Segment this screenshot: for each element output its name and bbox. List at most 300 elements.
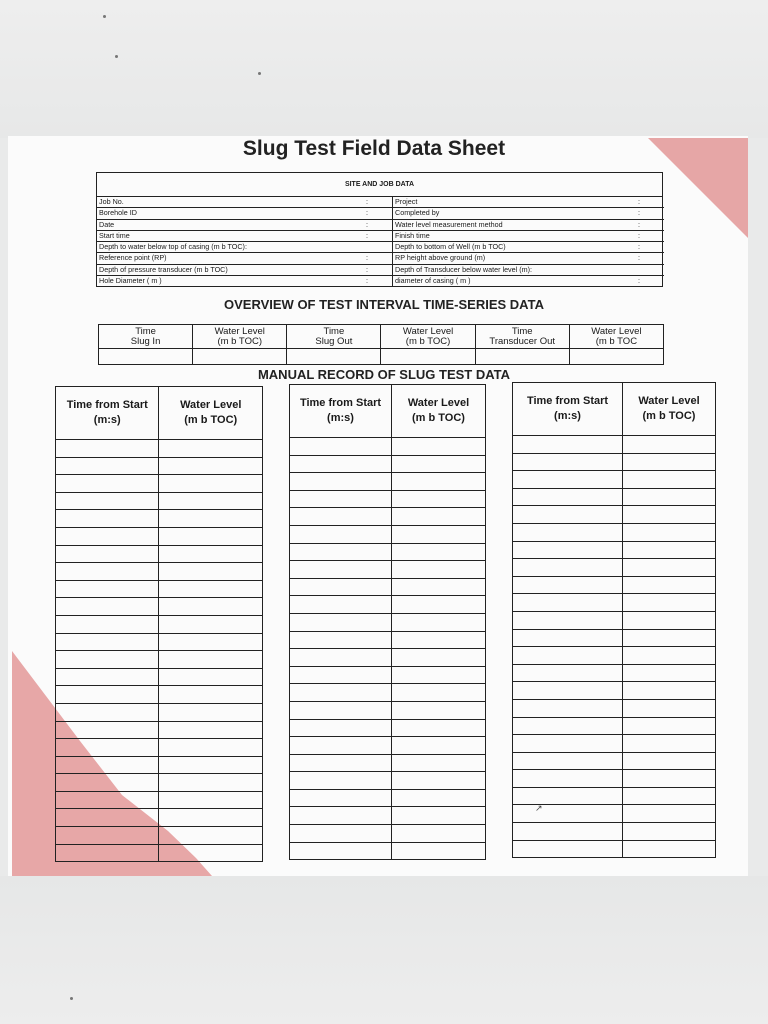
time-entry-cell[interactable] — [56, 703, 159, 721]
site-field-row — [393, 265, 664, 276]
table-row — [56, 739, 263, 757]
water-level-entry-cell[interactable] — [159, 651, 263, 669]
table-row — [513, 805, 716, 823]
table-row — [56, 721, 263, 739]
time-entry-cell[interactable] — [290, 596, 392, 614]
table-row — [513, 787, 716, 805]
sheet-title: Slug Test Field Data Sheet — [242, 137, 506, 160]
overview-entry-cell[interactable] — [569, 349, 663, 365]
table-row — [290, 473, 486, 491]
time-entry-cell[interactable] — [290, 825, 392, 843]
water-level-entry-cell[interactable] — [623, 805, 716, 823]
water-level-entry-cell[interactable] — [159, 703, 263, 721]
water-level-entry-cell[interactable] — [623, 735, 716, 753]
time-entry-cell[interactable] — [290, 525, 392, 543]
site-field-label: Reference point (RP) — [99, 253, 167, 263]
overview-entry-cell[interactable] — [287, 349, 381, 365]
table-row — [513, 664, 716, 682]
table-row — [56, 598, 263, 616]
time-entry-cell[interactable] — [56, 492, 159, 510]
site-field-row — [97, 265, 392, 276]
water-level-entry-cell[interactable] — [392, 596, 486, 614]
overview-column-header — [287, 325, 381, 349]
table-row — [513, 488, 716, 506]
site-field-colon: : — [638, 230, 640, 240]
water-level-entry-cell[interactable] — [392, 772, 486, 790]
time-entry-cell[interactable] — [56, 440, 159, 458]
scan-background-top — [0, 0, 768, 138]
time-entry-cell[interactable] — [513, 629, 623, 647]
time-entry-cell[interactable] — [290, 613, 392, 631]
table-row — [513, 770, 716, 788]
table-row — [290, 613, 486, 631]
time-entry-cell[interactable] — [513, 664, 623, 682]
overview-header-line: Time — [135, 325, 156, 337]
site-field-colon: : — [638, 219, 640, 229]
water-level-entry-cell[interactable] — [623, 682, 716, 700]
water-level-entry-cell[interactable] — [159, 756, 263, 774]
site-field-label: Completed by — [395, 208, 440, 218]
water-level-column-header — [159, 387, 263, 440]
time-entry-cell[interactable] — [290, 789, 392, 807]
time-entry-cell[interactable] — [290, 754, 392, 772]
water-level-entry-cell[interactable] — [623, 770, 716, 788]
table-row — [513, 453, 716, 471]
site-field-colon: : — [638, 197, 640, 206]
overview-entry-cell[interactable] — [99, 349, 193, 365]
table-row — [56, 633, 263, 651]
table-row — [513, 647, 716, 665]
table-row — [290, 596, 486, 614]
time-entry-cell[interactable] — [513, 488, 623, 506]
table-row — [513, 506, 716, 524]
time-entry-cell[interactable] — [513, 611, 623, 629]
table-row — [513, 471, 716, 489]
table-row — [290, 455, 486, 473]
time-entry-cell[interactable] — [513, 647, 623, 665]
table-row — [56, 545, 263, 563]
water-level-entry-cell[interactable] — [623, 594, 716, 612]
time-entry-cell[interactable] — [56, 563, 159, 581]
water-level-entry-cell[interactable] — [159, 633, 263, 651]
time-column-header — [290, 385, 392, 438]
water-level-entry-cell[interactable] — [392, 631, 486, 649]
time-entry-cell[interactable] — [290, 455, 392, 473]
water-level-entry-cell[interactable] — [159, 510, 263, 528]
table-row — [513, 629, 716, 647]
time-entry-cell[interactable] — [290, 807, 392, 825]
manual-record-table — [55, 386, 263, 862]
time-entry-cell[interactable] — [56, 791, 159, 809]
water-level-entry-cell[interactable] — [623, 840, 716, 858]
water-level-entry-cell[interactable] — [623, 576, 716, 594]
water-level-entry-cell[interactable] — [159, 492, 263, 510]
table-row — [513, 541, 716, 559]
table-row — [290, 561, 486, 579]
time-entry-cell[interactable] — [56, 580, 159, 598]
column-header-line: Water Level — [407, 397, 470, 409]
time-entry-cell[interactable] — [290, 508, 392, 526]
time-entry-cell[interactable] — [290, 684, 392, 702]
table-row — [56, 440, 263, 458]
site-field-label: Finish time — [395, 230, 430, 240]
water-level-entry-cell[interactable] — [623, 611, 716, 629]
time-entry-cell[interactable] — [290, 438, 392, 456]
site-field-colon: : — [366, 230, 368, 240]
time-entry-cell[interactable] — [56, 545, 159, 563]
water-level-entry-cell[interactable] — [159, 774, 263, 792]
overview-entry-cell[interactable] — [193, 349, 287, 365]
site-field-colon: : — [366, 219, 368, 229]
water-level-entry-cell[interactable] — [623, 436, 716, 454]
column-header-line: (m:s) — [93, 414, 121, 426]
water-level-entry-cell[interactable] — [392, 684, 486, 702]
time-entry-cell[interactable] — [513, 471, 623, 489]
water-level-entry-cell[interactable] — [392, 649, 486, 667]
table-row — [513, 752, 716, 770]
table-row — [290, 737, 486, 755]
overview-column-header — [569, 325, 663, 349]
site-field-colon: : — [366, 208, 368, 218]
site-job-heading: SITE AND JOB DATA — [96, 172, 663, 196]
table-row — [290, 525, 486, 543]
overview-header-line: (m b TOC — [595, 335, 638, 347]
water-level-entry-cell[interactable] — [159, 563, 263, 581]
water-level-entry-cell[interactable] — [392, 525, 486, 543]
table-row — [513, 436, 716, 454]
water-level-entry-cell[interactable] — [392, 737, 486, 755]
table-row — [56, 492, 263, 510]
time-entry-cell[interactable] — [513, 770, 623, 788]
time-entry-cell[interactable] — [56, 668, 159, 686]
scan-speck — [70, 997, 73, 1000]
site-field-colon: : — [638, 242, 640, 251]
time-entry-cell[interactable] — [513, 576, 623, 594]
water-level-entry-cell[interactable] — [392, 807, 486, 825]
water-level-entry-cell[interactable] — [159, 545, 263, 563]
site-field-label: Depth to water below top of casing (m b TOC): — [99, 242, 247, 251]
time-entry-cell[interactable] — [513, 805, 623, 823]
time-column-header — [56, 387, 159, 440]
time-entry-cell[interactable] — [513, 523, 623, 541]
site-field-colon: : — [638, 275, 640, 285]
water-level-entry-cell[interactable] — [623, 787, 716, 805]
water-level-entry-cell[interactable] — [623, 523, 716, 541]
manual-record-table — [289, 384, 486, 860]
water-level-entry-cell[interactable] — [392, 543, 486, 561]
site-field-label: RP height above ground (m) — [395, 253, 486, 263]
table-row — [56, 756, 263, 774]
site-field-label: Depth of pressure transducer (m b TOC) — [99, 264, 228, 274]
manual-record-title: MANUAL RECORD OF SLUG TEST DATA — [257, 367, 511, 382]
table-row — [290, 719, 486, 737]
time-entry-cell[interactable] — [290, 490, 392, 508]
water-level-column-header — [392, 385, 486, 438]
time-entry-cell[interactable] — [290, 543, 392, 561]
time-entry-cell[interactable] — [290, 649, 392, 667]
scan-speck — [258, 72, 261, 75]
table-row — [56, 580, 263, 598]
table-row — [56, 651, 263, 669]
table-row — [56, 844, 263, 862]
table-row — [290, 438, 486, 456]
time-entry-cell[interactable] — [56, 844, 159, 862]
time-entry-cell[interactable] — [56, 615, 159, 633]
site-field-row — [393, 231, 664, 242]
time-entry-cell[interactable] — [290, 737, 392, 755]
time-entry-cell[interactable] — [513, 436, 623, 454]
overview-header-line: Water Level — [214, 325, 265, 337]
time-entry-cell[interactable] — [56, 475, 159, 493]
site-field-colon: : — [366, 197, 368, 206]
time-entry-cell[interactable] — [290, 666, 392, 684]
time-entry-cell[interactable] — [56, 457, 159, 475]
site-field-row — [393, 276, 664, 286]
water-level-column-header — [623, 383, 716, 436]
time-entry-cell[interactable] — [56, 633, 159, 651]
water-level-entry-cell[interactable] — [623, 752, 716, 770]
table-row — [290, 842, 486, 860]
time-entry-cell[interactable] — [56, 510, 159, 528]
overview-entry-cell[interactable] — [381, 349, 475, 365]
table-row — [513, 717, 716, 735]
table-row — [290, 649, 486, 667]
water-level-entry-cell[interactable] — [392, 719, 486, 737]
time-entry-cell[interactable] — [513, 594, 623, 612]
time-entry-cell[interactable] — [513, 752, 623, 770]
table-row — [56, 827, 263, 845]
water-level-entry-cell[interactable] — [159, 809, 263, 827]
time-entry-cell[interactable] — [290, 578, 392, 596]
time-entry-cell[interactable] — [56, 598, 159, 616]
water-level-entry-cell[interactable] — [623, 471, 716, 489]
water-level-entry-cell[interactable] — [159, 668, 263, 686]
table-row — [290, 543, 486, 561]
time-entry-cell[interactable] — [290, 561, 392, 579]
column-header-line: Water Level — [638, 395, 700, 407]
water-level-entry-cell[interactable] — [623, 699, 716, 717]
column-header-line: (m:s) — [327, 412, 354, 424]
time-entry-cell[interactable] — [513, 541, 623, 559]
water-level-entry-cell[interactable] — [159, 827, 263, 845]
time-entry-cell[interactable] — [56, 809, 159, 827]
water-level-entry-cell[interactable] — [392, 473, 486, 491]
table-row — [513, 523, 716, 541]
overview-entry-cell[interactable] — [475, 349, 569, 365]
scan-background-bottom — [0, 876, 768, 1024]
time-entry-cell[interactable] — [56, 756, 159, 774]
water-level-entry-cell[interactable] — [392, 666, 486, 684]
time-entry-cell[interactable] — [513, 682, 623, 700]
column-header-line: (m b TOC) — [184, 414, 238, 426]
table-row — [56, 686, 263, 704]
time-entry-cell[interactable] — [290, 701, 392, 719]
pen-mark: ↗ — [535, 803, 543, 813]
table-row — [513, 699, 716, 717]
overview-column-header — [475, 325, 569, 349]
table-row — [290, 684, 486, 702]
time-entry-cell[interactable] — [513, 699, 623, 717]
time-entry-cell[interactable] — [56, 774, 159, 792]
site-job-table — [96, 196, 663, 287]
table-row — [513, 735, 716, 753]
water-level-entry-cell[interactable] — [159, 598, 263, 616]
water-level-entry-cell[interactable] — [623, 629, 716, 647]
water-level-entry-cell[interactable] — [159, 527, 263, 545]
table-row — [513, 840, 716, 858]
table-row — [56, 615, 263, 633]
water-level-entry-cell[interactable] — [159, 739, 263, 757]
overview-header-line: Water Level — [402, 325, 454, 337]
site-field-row — [97, 276, 392, 286]
table-row — [290, 578, 486, 596]
water-level-entry-cell[interactable] — [159, 457, 263, 475]
water-level-entry-cell[interactable] — [623, 488, 716, 506]
overview-header-line: Transducer Out — [489, 335, 556, 347]
table-row — [290, 490, 486, 508]
water-level-entry-cell[interactable] — [623, 823, 716, 841]
overview-header-line: Slug In — [130, 335, 161, 347]
column-header-line: (m b TOC) — [642, 410, 696, 422]
water-level-entry-cell[interactable] — [159, 686, 263, 704]
scan-speck — [103, 15, 106, 18]
site-field-row — [393, 242, 664, 253]
time-entry-cell[interactable] — [513, 787, 623, 805]
table-row — [513, 682, 716, 700]
time-entry-cell[interactable] — [513, 453, 623, 471]
water-level-entry-cell[interactable] — [392, 508, 486, 526]
water-level-entry-cell[interactable] — [623, 559, 716, 577]
site-field-colon: : — [638, 208, 640, 218]
water-level-entry-cell[interactable] — [159, 721, 263, 739]
time-entry-cell[interactable] — [56, 686, 159, 704]
water-level-entry-cell[interactable] — [392, 438, 486, 456]
water-level-entry-cell[interactable] — [623, 506, 716, 524]
table-row — [290, 789, 486, 807]
site-field-colon: : — [638, 253, 640, 263]
column-header-line: Time from Start — [66, 399, 148, 411]
site-field-row — [97, 220, 392, 231]
table-row — [56, 527, 263, 545]
table-row — [513, 611, 716, 629]
time-entry-cell[interactable] — [290, 772, 392, 790]
site-field-colon: : — [366, 253, 368, 263]
overview-table — [98, 324, 664, 365]
time-entry-cell[interactable] — [56, 739, 159, 757]
overview-header-line: Slug Out — [315, 335, 353, 347]
table-row — [290, 631, 486, 649]
table-row — [290, 508, 486, 526]
site-field-label: Job No. — [99, 197, 124, 206]
table-row — [513, 823, 716, 841]
water-level-entry-cell[interactable] — [392, 842, 486, 860]
column-header-line: (m b TOC) — [412, 412, 465, 424]
time-entry-cell[interactable] — [513, 506, 623, 524]
water-level-entry-cell[interactable] — [392, 578, 486, 596]
overview-column-header — [193, 325, 287, 349]
site-field-row — [393, 197, 664, 208]
water-level-entry-cell[interactable] — [392, 825, 486, 843]
water-level-entry-cell[interactable] — [159, 475, 263, 493]
site-field-row — [97, 208, 392, 219]
site-field-row — [97, 253, 392, 264]
column-header-line: Water Level — [180, 399, 242, 411]
overview-column-header — [381, 325, 475, 349]
column-header-line: (m:s) — [554, 410, 581, 422]
site-field-label: Date — [99, 219, 115, 229]
time-entry-cell[interactable] — [513, 840, 623, 858]
table-row — [56, 457, 263, 475]
water-level-entry-cell[interactable] — [392, 490, 486, 508]
water-level-entry-cell[interactable] — [623, 541, 716, 559]
time-entry-cell[interactable] — [290, 842, 392, 860]
site-job-left-column — [97, 197, 392, 286]
time-entry-cell[interactable] — [290, 631, 392, 649]
table-row — [290, 666, 486, 684]
table-row — [56, 774, 263, 792]
water-level-entry-cell[interactable] — [623, 717, 716, 735]
overview-header-line: Time — [511, 325, 533, 337]
water-level-entry-cell[interactable] — [623, 664, 716, 682]
site-field-label: Hole Diameter ( m ) — [99, 275, 162, 285]
site-field-colon: : — [366, 264, 368, 274]
table-row — [513, 559, 716, 577]
site-field-label: Borehole ID — [99, 208, 137, 218]
table-row — [513, 576, 716, 594]
site-field-label: Project — [395, 197, 418, 206]
time-entry-cell[interactable] — [513, 823, 623, 841]
time-entry-cell[interactable] — [56, 827, 159, 845]
site-field-row — [393, 253, 664, 264]
water-level-entry-cell[interactable] — [392, 561, 486, 579]
time-entry-cell[interactable] — [56, 651, 159, 669]
overview-header-line: (m b TOC) — [217, 335, 262, 347]
water-level-entry-cell[interactable] — [392, 455, 486, 473]
site-field-row — [393, 220, 664, 231]
column-header-line: Time from Start — [299, 397, 382, 409]
scan-speck — [115, 55, 118, 58]
time-entry-cell[interactable] — [290, 719, 392, 737]
water-level-entry-cell[interactable] — [392, 701, 486, 719]
water-level-entry-cell[interactable] — [392, 754, 486, 772]
site-field-label: Water level measurement method — [395, 219, 503, 229]
overview-title: OVERVIEW OF TEST INTERVAL TIME-SERIES DATA — [224, 297, 544, 312]
water-level-entry-cell[interactable] — [392, 789, 486, 807]
water-level-entry-cell[interactable] — [623, 647, 716, 665]
site-field-label: Depth of Transducer below water level (m): — [395, 264, 533, 274]
water-level-entry-cell[interactable] — [159, 580, 263, 598]
water-level-entry-cell[interactable] — [159, 440, 263, 458]
time-entry-cell[interactable] — [513, 717, 623, 735]
water-level-entry-cell[interactable] — [159, 791, 263, 809]
water-level-entry-cell[interactable] — [159, 615, 263, 633]
table-row — [56, 475, 263, 493]
water-level-entry-cell[interactable] — [623, 453, 716, 471]
table-row — [56, 668, 263, 686]
water-level-entry-cell[interactable] — [392, 613, 486, 631]
time-entry-cell[interactable] — [290, 473, 392, 491]
time-entry-cell[interactable] — [513, 559, 623, 577]
time-entry-cell[interactable] — [56, 527, 159, 545]
time-entry-cell[interactable] — [56, 721, 159, 739]
water-level-entry-cell[interactable] — [159, 844, 263, 862]
site-field-label: Depth to bottom of Well (m b TOC) — [395, 242, 506, 251]
overview-column-header — [99, 325, 193, 349]
table-row — [56, 703, 263, 721]
site-field-row — [393, 208, 664, 219]
table-row — [56, 510, 263, 528]
time-entry-cell[interactable] — [513, 735, 623, 753]
